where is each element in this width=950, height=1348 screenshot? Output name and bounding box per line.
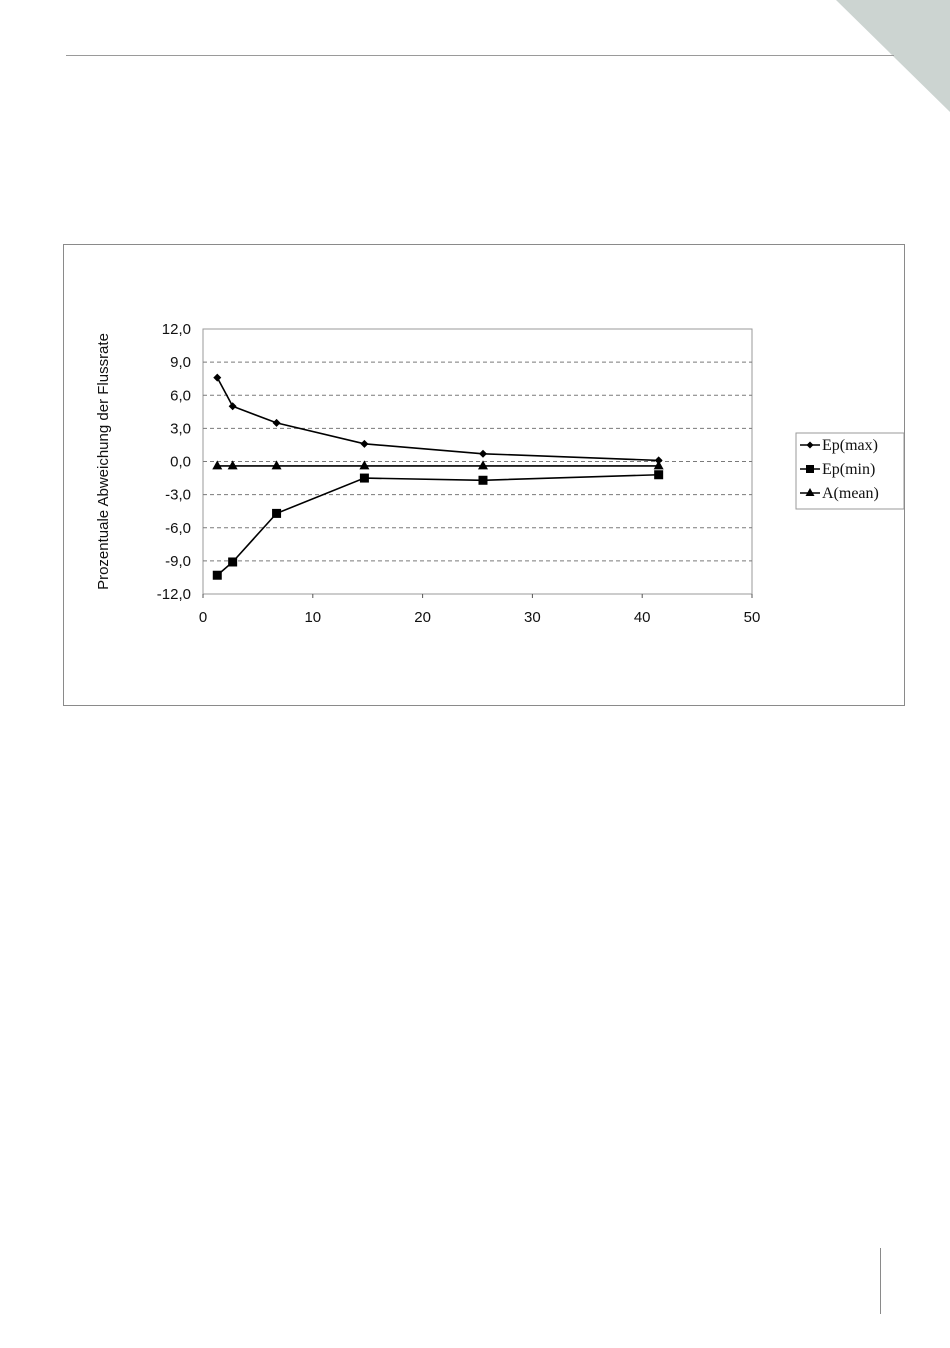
y-tick-label: 9,0 <box>170 354 191 372</box>
x-tick-label: 20 <box>414 609 431 626</box>
y-tick-label: 6,0 <box>170 387 191 405</box>
y-tick-label: 12,0 <box>161 321 191 338</box>
y-tick-label: 3,0 <box>170 420 191 438</box>
legend-label: A(mean) <box>822 485 879 502</box>
y-axis-title: Prozentuale Abweichung der Flussrate <box>95 333 112 590</box>
y-tick-label: 0,0 <box>170 453 191 471</box>
y-tick-label: -12,0 <box>156 586 191 603</box>
line-chart <box>64 245 904 705</box>
page-corner-accent <box>0 0 950 120</box>
y-axis-ticks <box>157 321 191 603</box>
header-rule <box>66 55 894 56</box>
data-point <box>228 557 237 566</box>
x-tick-label: 30 <box>524 609 541 626</box>
footer-rule <box>880 1248 881 1314</box>
x-tick-label: 50 <box>743 609 761 626</box>
y-tick-label: -3,0 <box>165 486 191 504</box>
x-tick-label: 10 <box>304 609 322 626</box>
x-tick-label: 40 <box>633 609 651 626</box>
x-tick-label: 0 <box>198 609 208 626</box>
y-tick-label: -6,0 <box>165 519 191 537</box>
legend <box>796 433 904 509</box>
legend-label: Ep(max) <box>822 437 878 454</box>
legend-label: Ep(min) <box>822 461 876 478</box>
x-axis-ticks <box>199 594 761 626</box>
data-point <box>213 571 222 580</box>
data-point <box>360 474 369 483</box>
chart-frame <box>63 244 905 706</box>
y-tick-label: -9,0 <box>165 552 191 570</box>
data-point <box>806 465 814 473</box>
data-point <box>272 509 281 518</box>
data-point <box>478 476 487 485</box>
data-point <box>654 470 663 479</box>
